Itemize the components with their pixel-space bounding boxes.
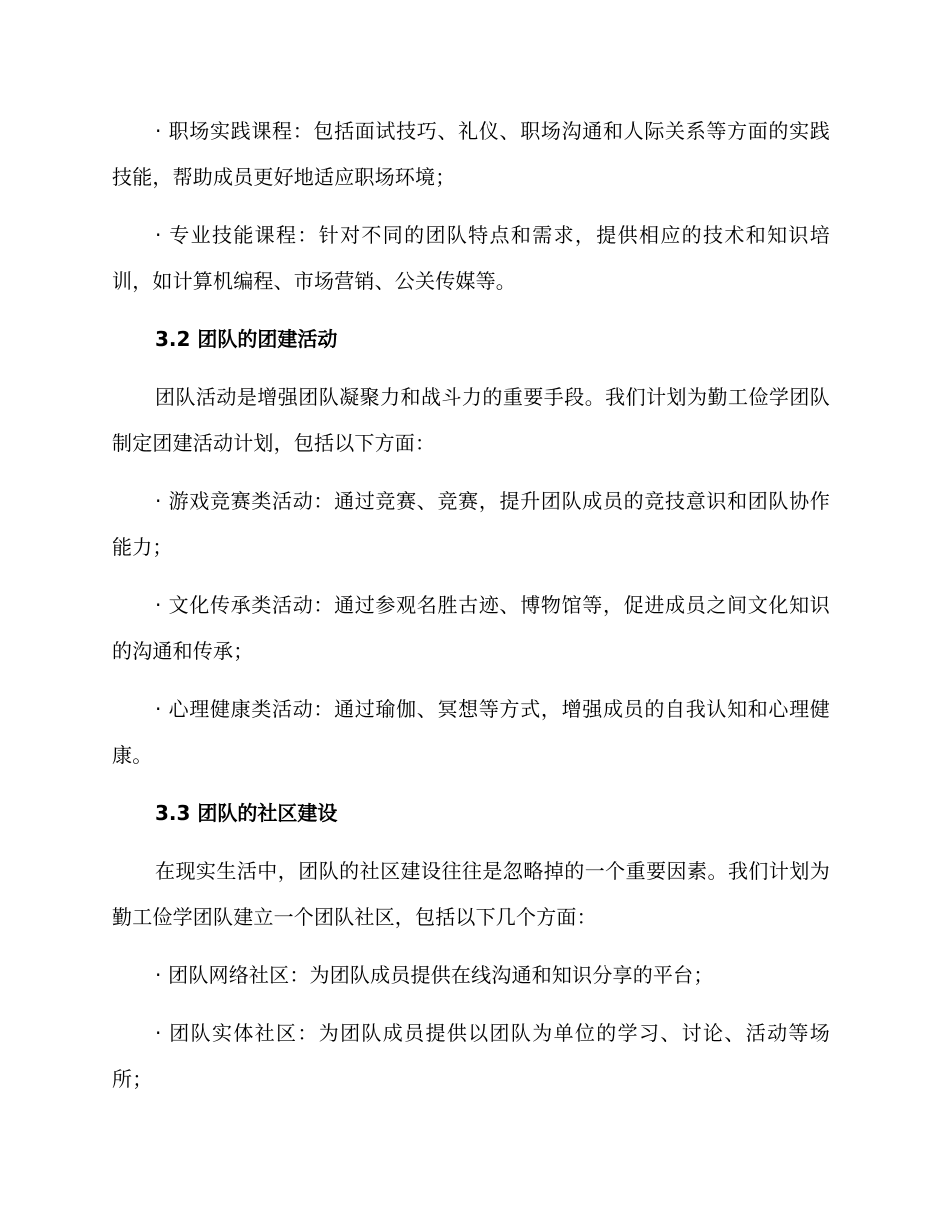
bullet-workplace-practice: · 职场实践课程：包括面试技巧、礼仪、职场沟通和人际关系等方面的实践技能，帮助成员更好地适应职场环境； [112, 119, 830, 189]
bullet-mental-health: · 心理健康类活动：通过瑜伽、冥想等方式，增强成员的自我认知和心理健康。 [112, 697, 830, 767]
bullet-professional-skills: · 专业技能课程：针对不同的团队特点和需求，提供相应的技术和知识培训，如计算机编程、市场营销、公关传媒等。 [112, 223, 830, 293]
section-heading-3-2: 3.2 团队的团建活动 [155, 327, 338, 351]
bullet-physical-community: · 团队实体社区：为团队成员提供以团队为单位的学习、讨论、活动等场所； [112, 1021, 830, 1091]
bullet-online-community: · 团队网络社区：为团队成员提供在线沟通和知识分享的平台； [155, 963, 714, 987]
bullet-culture-heritage: · 文化传承类活动：通过参观名胜古迹、博物馆等，促进成员之间文化知识的沟通和传承； [112, 593, 830, 663]
paragraph-community-building: 在现实生活中，团队的社区建设往往是忽略掉的一个重要因素。我们计划为勤工俭学团队建立一个团队社区，包括以下几个方面： [112, 859, 830, 929]
section-heading-3-3: 3.3 团队的社区建设 [155, 801, 338, 825]
bullet-game-competition: · 游戏竞赛类活动：通过竞赛、竞赛，提升团队成员的竞技意识和团队协作能力； [112, 489, 830, 559]
paragraph-team-activities: 团队活动是增强团队凝聚力和战斗力的重要手段。我们计划为勤工俭学团队制定团建活动计划，包括以下方面： [112, 385, 830, 455]
document-page [112, 108, 830, 1114]
